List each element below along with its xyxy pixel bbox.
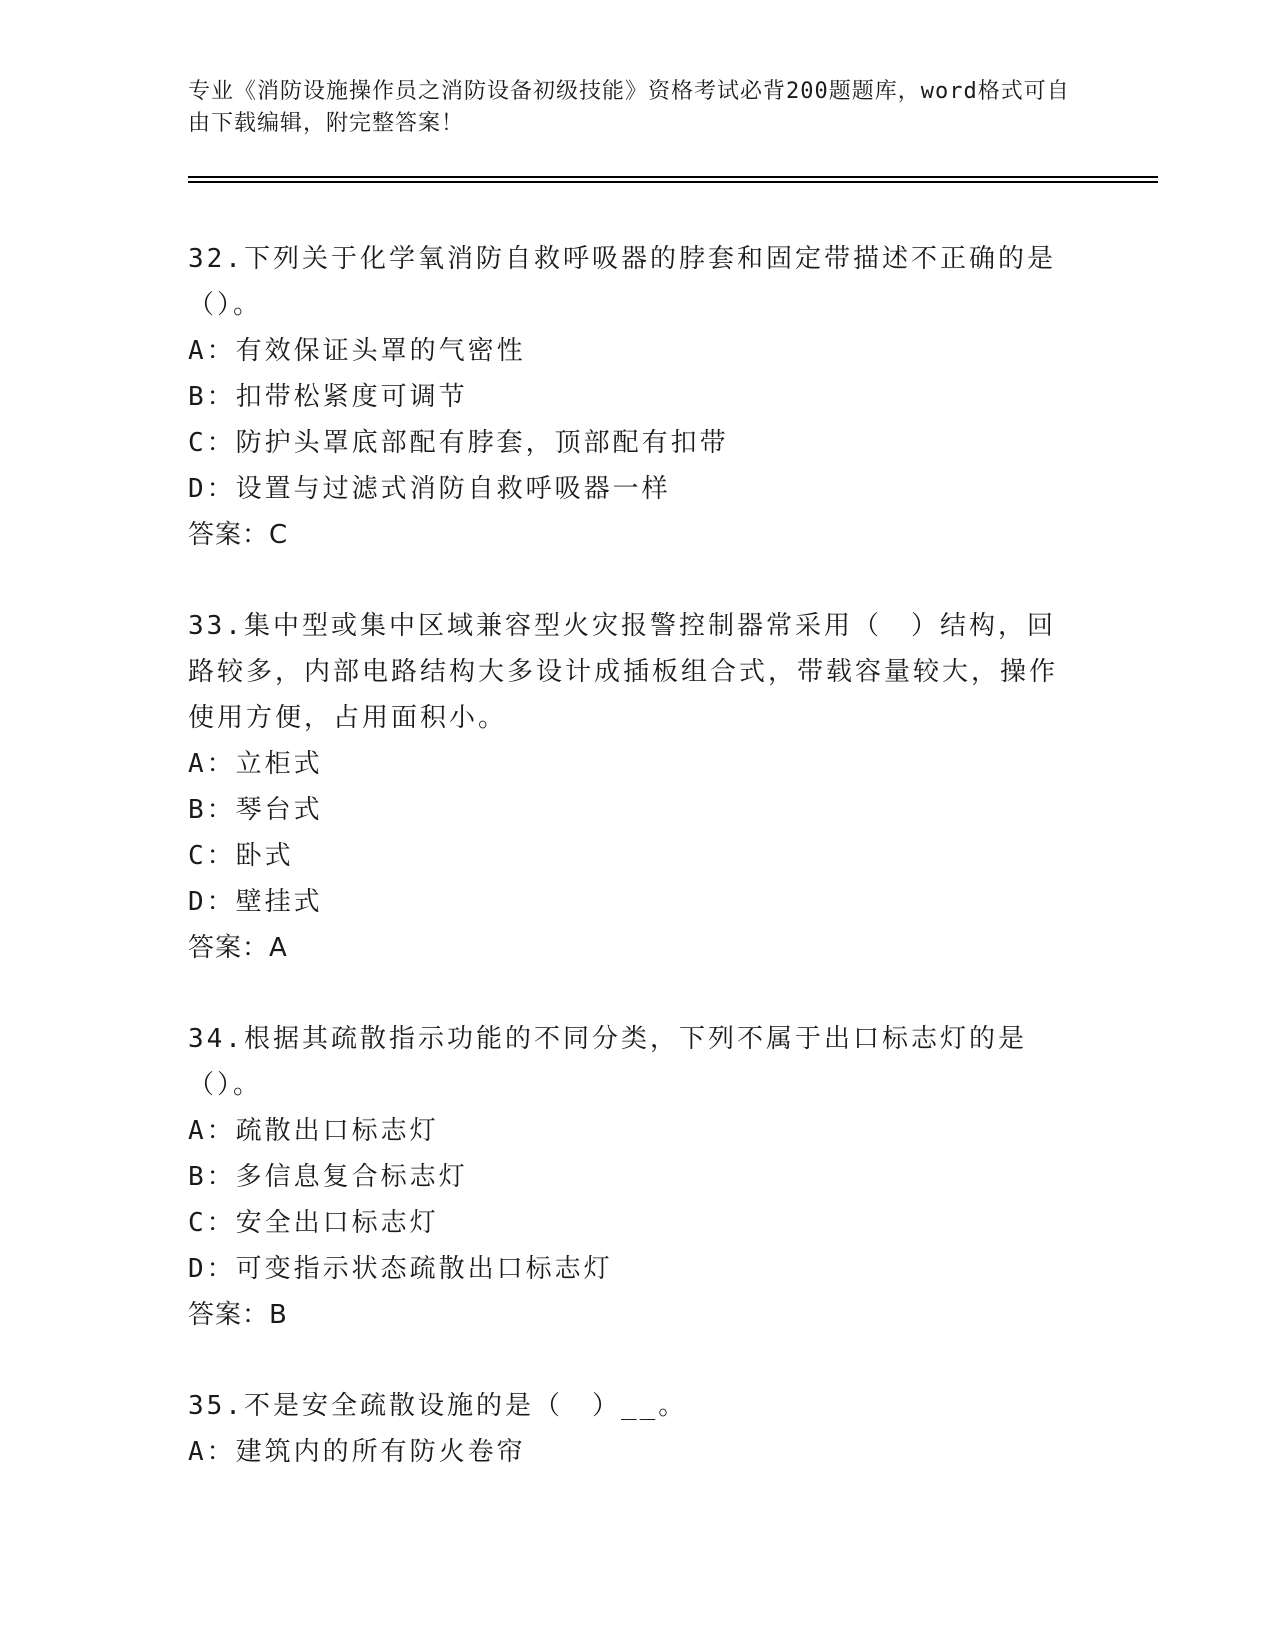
option-c: C：安全出口标志灯 xyxy=(188,1208,439,1238)
question-stem: 33.集中型或集中区域兼容型火灾报警控制器常采用（ ）结构，回路较多，内部电路结构大多设计成插板组合式，带载容量较大，操作使用方便，占用面积小。 xyxy=(188,611,1059,733)
option-d: D：可变指示状态疏散出口标志灯 xyxy=(188,1254,613,1284)
option-c: C：卧式 xyxy=(188,841,294,871)
option-b: B：多信息复合标志灯 xyxy=(188,1162,468,1192)
question-stem: 35.不是安全疏散设施的是（ ）__。 xyxy=(188,1391,688,1421)
option-a: A：建筑内的所有防火卷帘 xyxy=(188,1437,526,1467)
option-a: A：有效保证头罩的气密性 xyxy=(188,336,526,366)
question-32 xyxy=(188,236,1078,558)
question-33 xyxy=(188,603,1078,971)
answer-label: 答案：A xyxy=(188,933,288,963)
question-stem: 34.根据其疏散指示功能的不同分类，下列不属于出口标志灯的是（）。 xyxy=(188,1024,1027,1100)
option-a: A：疏散出口标志灯 xyxy=(188,1116,439,1146)
answer-label: 答案：C xyxy=(188,520,289,550)
header-divider-bottom xyxy=(188,181,1158,183)
document-header: 专业《消防设施操作员之消防设备初级技能》资格考试必背200题题库，word格式可自由下载编辑，附完整答案！ xyxy=(188,79,1070,136)
question-stem: 32.下列关于化学氧消防自救呼吸器的脖套和固定带描述不正确的是（）。 xyxy=(188,244,1056,320)
answer-label: 答案：B xyxy=(188,1300,288,1330)
option-d: D：壁挂式 xyxy=(188,887,323,917)
question-34 xyxy=(188,1016,1078,1338)
option-b: B：扣带松紧度可调节 xyxy=(188,382,468,412)
option-a: A：立柜式 xyxy=(188,749,323,779)
option-d: D：设置与过滤式消防自救呼吸器一样 xyxy=(188,474,671,504)
question-list xyxy=(188,236,1078,1520)
option-b: B：琴台式 xyxy=(188,795,323,825)
header-divider-top xyxy=(188,176,1158,178)
option-c: C：防护头罩底部配有脖套，顶部配有扣带 xyxy=(188,428,729,458)
question-35 xyxy=(188,1383,1078,1475)
